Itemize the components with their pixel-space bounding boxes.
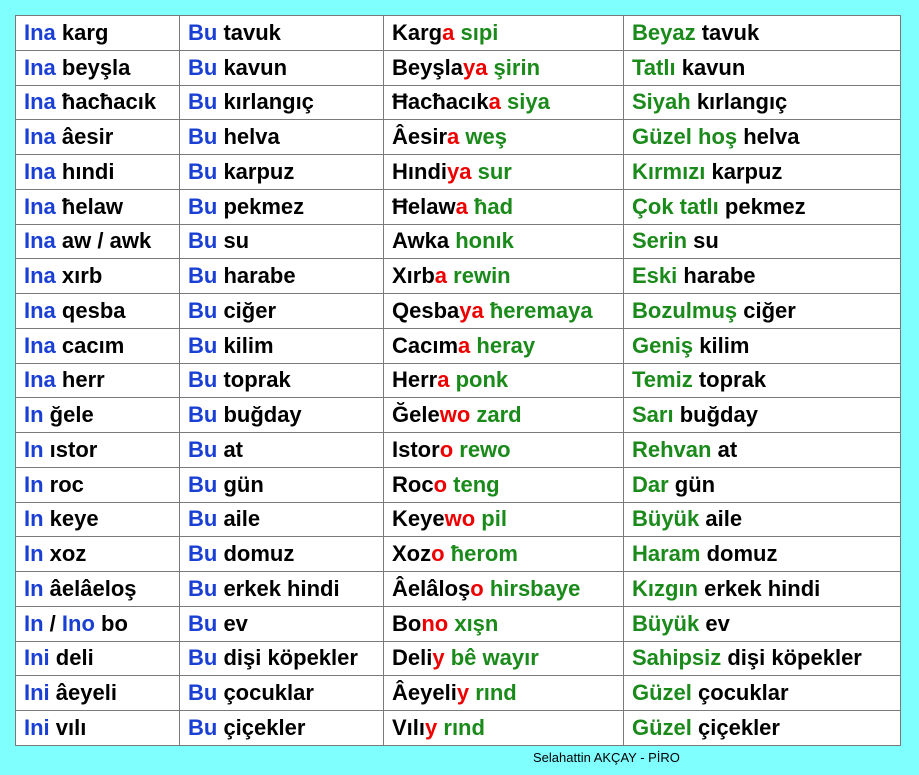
zazaki-demonstrative-cell: [16, 328, 180, 363]
turkish-demonstrative-cell: [180, 155, 384, 190]
zazaki-phrase-cell: [384, 467, 624, 502]
cell-text-segment: Bu: [188, 54, 218, 80]
cell-text-segment: aw / awk: [55, 228, 152, 254]
cell-text-segment: Siyah: [632, 89, 691, 115]
cell-text-segment: a: [442, 19, 455, 45]
cell-text-segment: xırb: [55, 263, 103, 289]
turkish-phrase-cell: [624, 189, 901, 224]
cell-text-segment: In: [24, 471, 44, 497]
turkish-phrase-cell: [624, 363, 901, 398]
zazaki-demonstrative-cell: [16, 537, 180, 572]
cell-text-segment: karpuz: [705, 158, 783, 184]
cell-text-segment: Temiz: [632, 367, 693, 393]
cell-text-segment: ev: [699, 610, 730, 636]
cell-text-segment: herr: [55, 367, 105, 393]
zazaki-demonstrative-cell: [16, 120, 180, 155]
turkish-demonstrative-cell: [180, 572, 384, 607]
cell-text-segment: vılı: [49, 715, 87, 740]
table-row: [16, 711, 901, 746]
cell-text-segment: erkek hindi: [217, 575, 340, 601]
zazaki-demonstrative-cell: [16, 676, 180, 711]
turkish-phrase-cell: [624, 676, 901, 711]
zazaki-demonstrative-cell: [16, 16, 180, 51]
cell-text-segment: heray: [470, 332, 536, 358]
turkish-phrase-cell: [624, 224, 901, 259]
cell-text-segment: su: [217, 228, 250, 254]
cell-text-segment: Keye: [392, 506, 445, 532]
cell-text-segment: a: [488, 89, 501, 115]
cell-text-segment: no: [421, 610, 449, 636]
table-row: [16, 363, 901, 398]
cell-text-segment: helva: [737, 124, 800, 150]
cell-text-segment: Âesir: [392, 124, 448, 150]
turkish-demonstrative-cell: [180, 398, 384, 433]
cell-text-segment: Güzel: [632, 715, 692, 740]
cell-text-segment: Bu: [188, 575, 218, 601]
cell-text-segment: Istor: [392, 436, 440, 462]
cell-text-segment: ħeremaya: [483, 297, 593, 323]
turkish-phrase-cell: [624, 120, 901, 155]
cell-text-segment: roc: [43, 471, 84, 497]
cell-text-segment: o: [470, 575, 484, 601]
turkish-demonstrative-cell: [180, 433, 384, 468]
zazaki-demonstrative-cell: [16, 641, 180, 676]
cell-text-segment: Ina: [24, 228, 56, 254]
cell-text-segment: o: [433, 471, 448, 497]
cell-text-segment: kilim: [693, 332, 750, 358]
cell-text-segment: y: [432, 645, 445, 671]
turkish-demonstrative-cell: [180, 294, 384, 329]
zazaki-demonstrative-cell: [16, 502, 180, 537]
cell-text-segment: âesir: [55, 124, 114, 150]
cell-text-segment: rewo: [453, 436, 511, 462]
cell-text-segment: su: [687, 228, 719, 254]
cell-text-segment: In: [24, 541, 44, 567]
cell-text-segment: erkek hindi: [698, 575, 821, 601]
turkish-phrase-cell: [624, 16, 901, 51]
cell-text-segment: aile: [217, 506, 261, 532]
turkish-demonstrative-cell: [180, 259, 384, 294]
cell-text-segment: y: [425, 715, 438, 740]
cell-text-segment: ğele: [43, 402, 94, 428]
cell-text-segment: âelâeloş: [43, 575, 137, 601]
cell-text-segment: Bu: [188, 367, 218, 393]
table-row: [16, 294, 901, 329]
cell-text-segment: Bu: [188, 193, 218, 219]
author-credit: Selahattin AKÇAY - PİRO: [533, 750, 680, 765]
cell-text-segment: Beyşla: [392, 54, 463, 80]
cell-text-segment: Güzel hoş: [632, 124, 738, 150]
cell-text-segment: çocuklar: [691, 680, 789, 706]
cell-text-segment: aile: [699, 506, 743, 532]
zazaki-phrase-cell: [384, 259, 624, 294]
turkish-phrase-cell: [624, 398, 901, 433]
cell-text-segment: ya: [459, 297, 484, 323]
cell-text-segment: domuz: [700, 541, 778, 567]
cell-text-segment: bê wayır: [444, 645, 539, 671]
cell-text-segment: gün: [668, 471, 716, 497]
cell-text-segment: Karg: [392, 19, 443, 45]
cell-text-segment: ya: [447, 158, 472, 184]
turkish-phrase-cell: [624, 328, 901, 363]
cell-text-segment: dişi köpekler: [721, 645, 862, 671]
cell-text-segment: tavuk: [695, 19, 760, 45]
cell-text-segment: Ina: [24, 332, 56, 358]
cell-text-segment: Geniş: [632, 332, 694, 358]
cell-text-segment: a: [458, 332, 471, 358]
table-row: [16, 467, 901, 502]
cell-text-segment: sur: [471, 158, 512, 184]
cell-text-segment: Bu: [188, 680, 218, 706]
cell-text-segment: Ina: [24, 19, 56, 45]
table-row: [16, 641, 901, 676]
table-row: [16, 120, 901, 155]
zazaki-phrase-cell: [384, 572, 624, 607]
turkish-phrase-cell: [624, 606, 901, 641]
zazaki-phrase-cell: [384, 189, 624, 224]
cell-text-segment: çiçekler: [217, 715, 306, 740]
zazaki-phrase-cell: [384, 641, 624, 676]
turkish-demonstrative-cell: [180, 537, 384, 572]
cell-text-segment: at: [217, 436, 244, 462]
cell-text-segment: Kızgın: [632, 575, 698, 601]
cell-text-segment: gün: [217, 471, 264, 497]
turkish-demonstrative-cell: [180, 224, 384, 259]
cell-text-segment: kilim: [217, 332, 274, 358]
cell-text-segment: Bu: [188, 715, 218, 740]
zazaki-demonstrative-cell: [16, 433, 180, 468]
cell-text-segment: pil: [475, 506, 507, 532]
cell-text-segment: helva: [217, 124, 280, 150]
turkish-phrase-cell: [624, 502, 901, 537]
cell-text-segment: harabe: [217, 263, 296, 289]
cell-text-segment: Ina: [24, 193, 56, 219]
cell-text-segment: Ini: [24, 715, 50, 740]
cell-text-segment: xoz: [43, 541, 87, 567]
cell-text-segment: In: [24, 610, 44, 636]
cell-text-segment: In: [24, 402, 44, 428]
cell-text-segment: o: [439, 436, 454, 462]
cell-text-segment: Büyük: [632, 610, 700, 636]
table-row: [16, 189, 901, 224]
cell-text-segment: deli: [49, 645, 94, 671]
cell-text-segment: Sahipsiz: [632, 645, 722, 671]
cell-text-segment: Bu: [188, 541, 218, 567]
cell-text-segment: çocuklar: [217, 680, 314, 706]
table-row: [16, 155, 901, 190]
turkish-demonstrative-cell: [180, 16, 384, 51]
turkish-demonstrative-cell: [180, 606, 384, 641]
cell-text-segment: kırlangıç: [217, 89, 314, 115]
turkish-demonstrative-cell: [180, 676, 384, 711]
cell-text-segment: Bu: [188, 436, 218, 462]
cell-text-segment: buğday: [217, 402, 302, 428]
cell-text-segment: Âelâloş: [392, 575, 471, 601]
cell-text-segment: xışn: [448, 610, 499, 636]
cell-text-segment: Vılı: [392, 715, 426, 740]
cell-text-segment: rınd: [469, 680, 517, 706]
cell-text-segment: toprak: [217, 367, 291, 393]
cell-text-segment: Ina: [24, 89, 56, 115]
zazaki-demonstrative-cell: [16, 155, 180, 190]
zazaki-phrase-cell: [384, 711, 624, 746]
cell-text-segment: Sarı: [632, 402, 674, 428]
turkish-demonstrative-cell: [180, 50, 384, 85]
cell-text-segment: Büyük: [632, 506, 700, 532]
turkish-demonstrative-cell: [180, 641, 384, 676]
cell-text-segment: zard: [470, 402, 522, 428]
zazaki-phrase-cell: [384, 16, 624, 51]
table-row: [16, 537, 901, 572]
cell-text-segment: Bu: [188, 19, 218, 45]
turkish-demonstrative-cell: [180, 711, 384, 746]
cell-text-segment: Ğele: [392, 402, 440, 428]
cell-text-segment: hındi: [55, 158, 115, 184]
cell-text-segment: Güzel: [632, 680, 692, 706]
cell-text-segment: Bu: [188, 228, 218, 254]
table-row: [16, 606, 901, 641]
cell-text-segment: hirsbaye: [483, 575, 581, 601]
cell-text-segment: pekmez: [718, 193, 806, 219]
cell-text-segment: y: [456, 680, 470, 706]
cell-text-segment: rewin: [447, 263, 511, 289]
turkish-phrase-cell: [624, 259, 901, 294]
cell-text-segment: ħelaw: [55, 193, 124, 219]
turkish-phrase-cell: [624, 572, 901, 607]
turkish-phrase-cell: [624, 641, 901, 676]
cell-text-segment: Bu: [188, 332, 218, 358]
cell-text-segment: a: [434, 263, 448, 289]
cell-text-segment: Bu: [188, 506, 218, 532]
cell-text-segment: Awka: [392, 228, 450, 254]
cell-text-segment: Hındi: [392, 158, 447, 184]
cell-text-segment: Tatlı: [632, 54, 676, 80]
cell-text-segment: In: [24, 436, 44, 462]
cell-text-segment: kavun: [217, 54, 288, 80]
cell-text-segment: Rehvan: [632, 436, 712, 462]
zazaki-phrase-cell: [384, 502, 624, 537]
turkish-demonstrative-cell: [180, 328, 384, 363]
cell-text-segment: Ina: [24, 367, 56, 393]
cell-text-segment: Roc: [392, 471, 434, 497]
zazaki-phrase-cell: [384, 398, 624, 433]
table-row: [16, 502, 901, 537]
cell-text-segment: dişi köpekler: [217, 645, 358, 671]
cell-text-segment: ciğer: [737, 297, 796, 323]
cell-text-segment: ciğer: [217, 297, 277, 323]
turkish-demonstrative-cell: [180, 363, 384, 398]
cell-text-segment: Qesba: [392, 297, 460, 323]
cell-text-segment: weş: [459, 124, 507, 150]
cell-text-segment: Bu: [188, 263, 218, 289]
cell-text-segment: Ħacħacık: [392, 89, 489, 115]
cell-text-segment: Bu: [188, 158, 218, 184]
turkish-demonstrative-cell: [180, 189, 384, 224]
cell-text-segment: sıpi: [454, 19, 499, 45]
zazaki-demonstrative-cell: [16, 224, 180, 259]
turkish-phrase-cell: [624, 467, 901, 502]
cell-text-segment: Beyaz: [632, 19, 696, 45]
zazaki-demonstrative-cell: [16, 259, 180, 294]
cell-text-segment: Ina: [24, 297, 56, 323]
cell-text-segment: In: [24, 575, 44, 601]
cell-text-segment: qesba: [55, 297, 126, 323]
cell-text-segment: Kırmızı: [632, 158, 706, 184]
cell-text-segment: beyşla: [55, 54, 131, 80]
zazaki-demonstrative-cell: [16, 85, 180, 120]
cell-text-segment: Ini: [24, 645, 50, 671]
zazaki-demonstrative-cell: [16, 572, 180, 607]
cell-text-segment: buğday: [673, 402, 758, 428]
table-row: [16, 259, 901, 294]
cell-text-segment: ıstor: [43, 436, 98, 462]
cell-text-segment: Bo: [392, 610, 422, 636]
cell-text-segment: kırlangıç: [690, 89, 788, 115]
table-row: [16, 398, 901, 433]
cell-text-segment: Ina: [24, 158, 56, 184]
cell-text-segment: Serin: [632, 228, 688, 254]
zazaki-demonstrative-cell: [16, 606, 180, 641]
zazaki-demonstrative-cell: [16, 363, 180, 398]
cell-text-segment: bo: [94, 610, 128, 636]
table-row: [16, 572, 901, 607]
cell-text-segment: honık: [449, 228, 514, 254]
table-row: [16, 16, 901, 51]
cell-text-segment: tavuk: [217, 19, 281, 45]
cell-text-segment: Ina: [24, 124, 56, 150]
table-row: [16, 50, 901, 85]
turkish-demonstrative-cell: [180, 85, 384, 120]
cell-text-segment: karpuz: [217, 158, 295, 184]
cell-text-segment: Xoz: [392, 541, 432, 567]
zazaki-phrase-cell: [384, 224, 624, 259]
zazaki-demonstrative-cell: [16, 467, 180, 502]
turkish-phrase-cell: [624, 50, 901, 85]
zazaki-demonstrative-cell: [16, 398, 180, 433]
cell-text-segment: Ini: [24, 680, 50, 706]
cell-text-segment: wo: [444, 506, 476, 532]
cell-text-segment: Ina: [24, 263, 56, 289]
zazaki-demonstrative-cell: [16, 294, 180, 329]
cell-text-segment: cacım: [55, 332, 125, 358]
zazaki-demonstrative-cell: [16, 50, 180, 85]
turkish-phrase-cell: [624, 433, 901, 468]
cell-text-segment: rınd: [437, 715, 485, 740]
vocabulary-table: [15, 15, 901, 746]
cell-text-segment: Eski: [632, 263, 678, 289]
cell-text-segment: Cacım: [392, 332, 459, 358]
cell-text-segment: Ħelaw: [392, 193, 456, 219]
turkish-phrase-cell: [624, 85, 901, 120]
cell-text-segment: ħerom: [444, 541, 518, 567]
zazaki-phrase-cell: [384, 676, 624, 711]
cell-text-segment: Bu: [188, 402, 218, 428]
zazaki-phrase-cell: [384, 433, 624, 468]
cell-text-segment: o: [431, 541, 445, 567]
zazaki-phrase-cell: [384, 85, 624, 120]
zazaki-phrase-cell: [384, 363, 624, 398]
cell-text-segment: Herr: [392, 367, 438, 393]
cell-text-segment: harabe: [677, 263, 756, 289]
cell-text-segment: Bu: [188, 297, 218, 323]
cell-text-segment: In: [24, 506, 44, 532]
table-row: [16, 224, 901, 259]
cell-text-segment: wo: [439, 402, 471, 428]
zazaki-demonstrative-cell: [16, 189, 180, 224]
cell-text-segment: Bu: [188, 89, 218, 115]
cell-text-segment: a: [447, 124, 460, 150]
turkish-phrase-cell: [624, 711, 901, 746]
cell-text-segment: Bu: [188, 645, 218, 671]
zazaki-phrase-cell: [384, 155, 624, 190]
vocabulary-table-body: [16, 16, 901, 746]
cell-text-segment: Çok tatlı: [632, 193, 719, 219]
cell-text-segment: Ino: [61, 610, 95, 636]
cell-text-segment: ħad: [467, 193, 514, 219]
cell-text-segment: Deli: [392, 645, 433, 671]
cell-text-segment: Dar: [632, 471, 669, 497]
zazaki-phrase-cell: [384, 50, 624, 85]
zazaki-phrase-cell: [384, 328, 624, 363]
zazaki-phrase-cell: [384, 294, 624, 329]
cell-text-segment: domuz: [217, 541, 295, 567]
cell-text-segment: Bu: [188, 471, 218, 497]
cell-text-segment: Bozulmuş: [632, 297, 738, 323]
cell-text-segment: âeyeli: [49, 680, 117, 706]
cell-text-segment: a: [455, 193, 468, 219]
table-row: [16, 85, 901, 120]
cell-text-segment: çiçekler: [691, 715, 780, 740]
cell-text-segment: Bu: [188, 610, 218, 636]
zazaki-demonstrative-cell: [16, 711, 180, 746]
table-row: [16, 328, 901, 363]
cell-text-segment: şirin: [487, 54, 541, 80]
turkish-demonstrative-cell: [180, 467, 384, 502]
cell-text-segment: Xırb: [392, 263, 435, 289]
cell-text-segment: at: [711, 436, 738, 462]
cell-text-segment: Ina: [24, 54, 56, 80]
cell-text-segment: Bu: [188, 124, 218, 150]
cell-text-segment: a: [437, 367, 450, 393]
cell-text-segment: pekmez: [217, 193, 305, 219]
cell-text-segment: keye: [43, 506, 99, 532]
turkish-demonstrative-cell: [180, 502, 384, 537]
cell-text-segment: ya: [462, 54, 488, 80]
cell-text-segment: karg: [55, 19, 109, 45]
cell-text-segment: teng: [447, 471, 500, 497]
turkish-phrase-cell: [624, 155, 901, 190]
cell-text-segment: Haram: [632, 541, 701, 567]
cell-text-segment: siya: [500, 89, 550, 115]
cell-text-segment: toprak: [692, 367, 767, 393]
zazaki-phrase-cell: [384, 606, 624, 641]
table-row: [16, 676, 901, 711]
cell-text-segment: ev: [217, 610, 248, 636]
turkish-phrase-cell: [624, 294, 901, 329]
zazaki-phrase-cell: [384, 120, 624, 155]
turkish-phrase-cell: [624, 537, 901, 572]
turkish-demonstrative-cell: [180, 120, 384, 155]
table-row: [16, 433, 901, 468]
cell-text-segment: Âeyeli: [392, 680, 457, 706]
cell-text-segment: /: [43, 610, 62, 636]
cell-text-segment: ħacħacık: [55, 89, 157, 115]
cell-text-segment: kavun: [675, 54, 746, 80]
zazaki-phrase-cell: [384, 537, 624, 572]
cell-text-segment: ponk: [449, 367, 509, 393]
